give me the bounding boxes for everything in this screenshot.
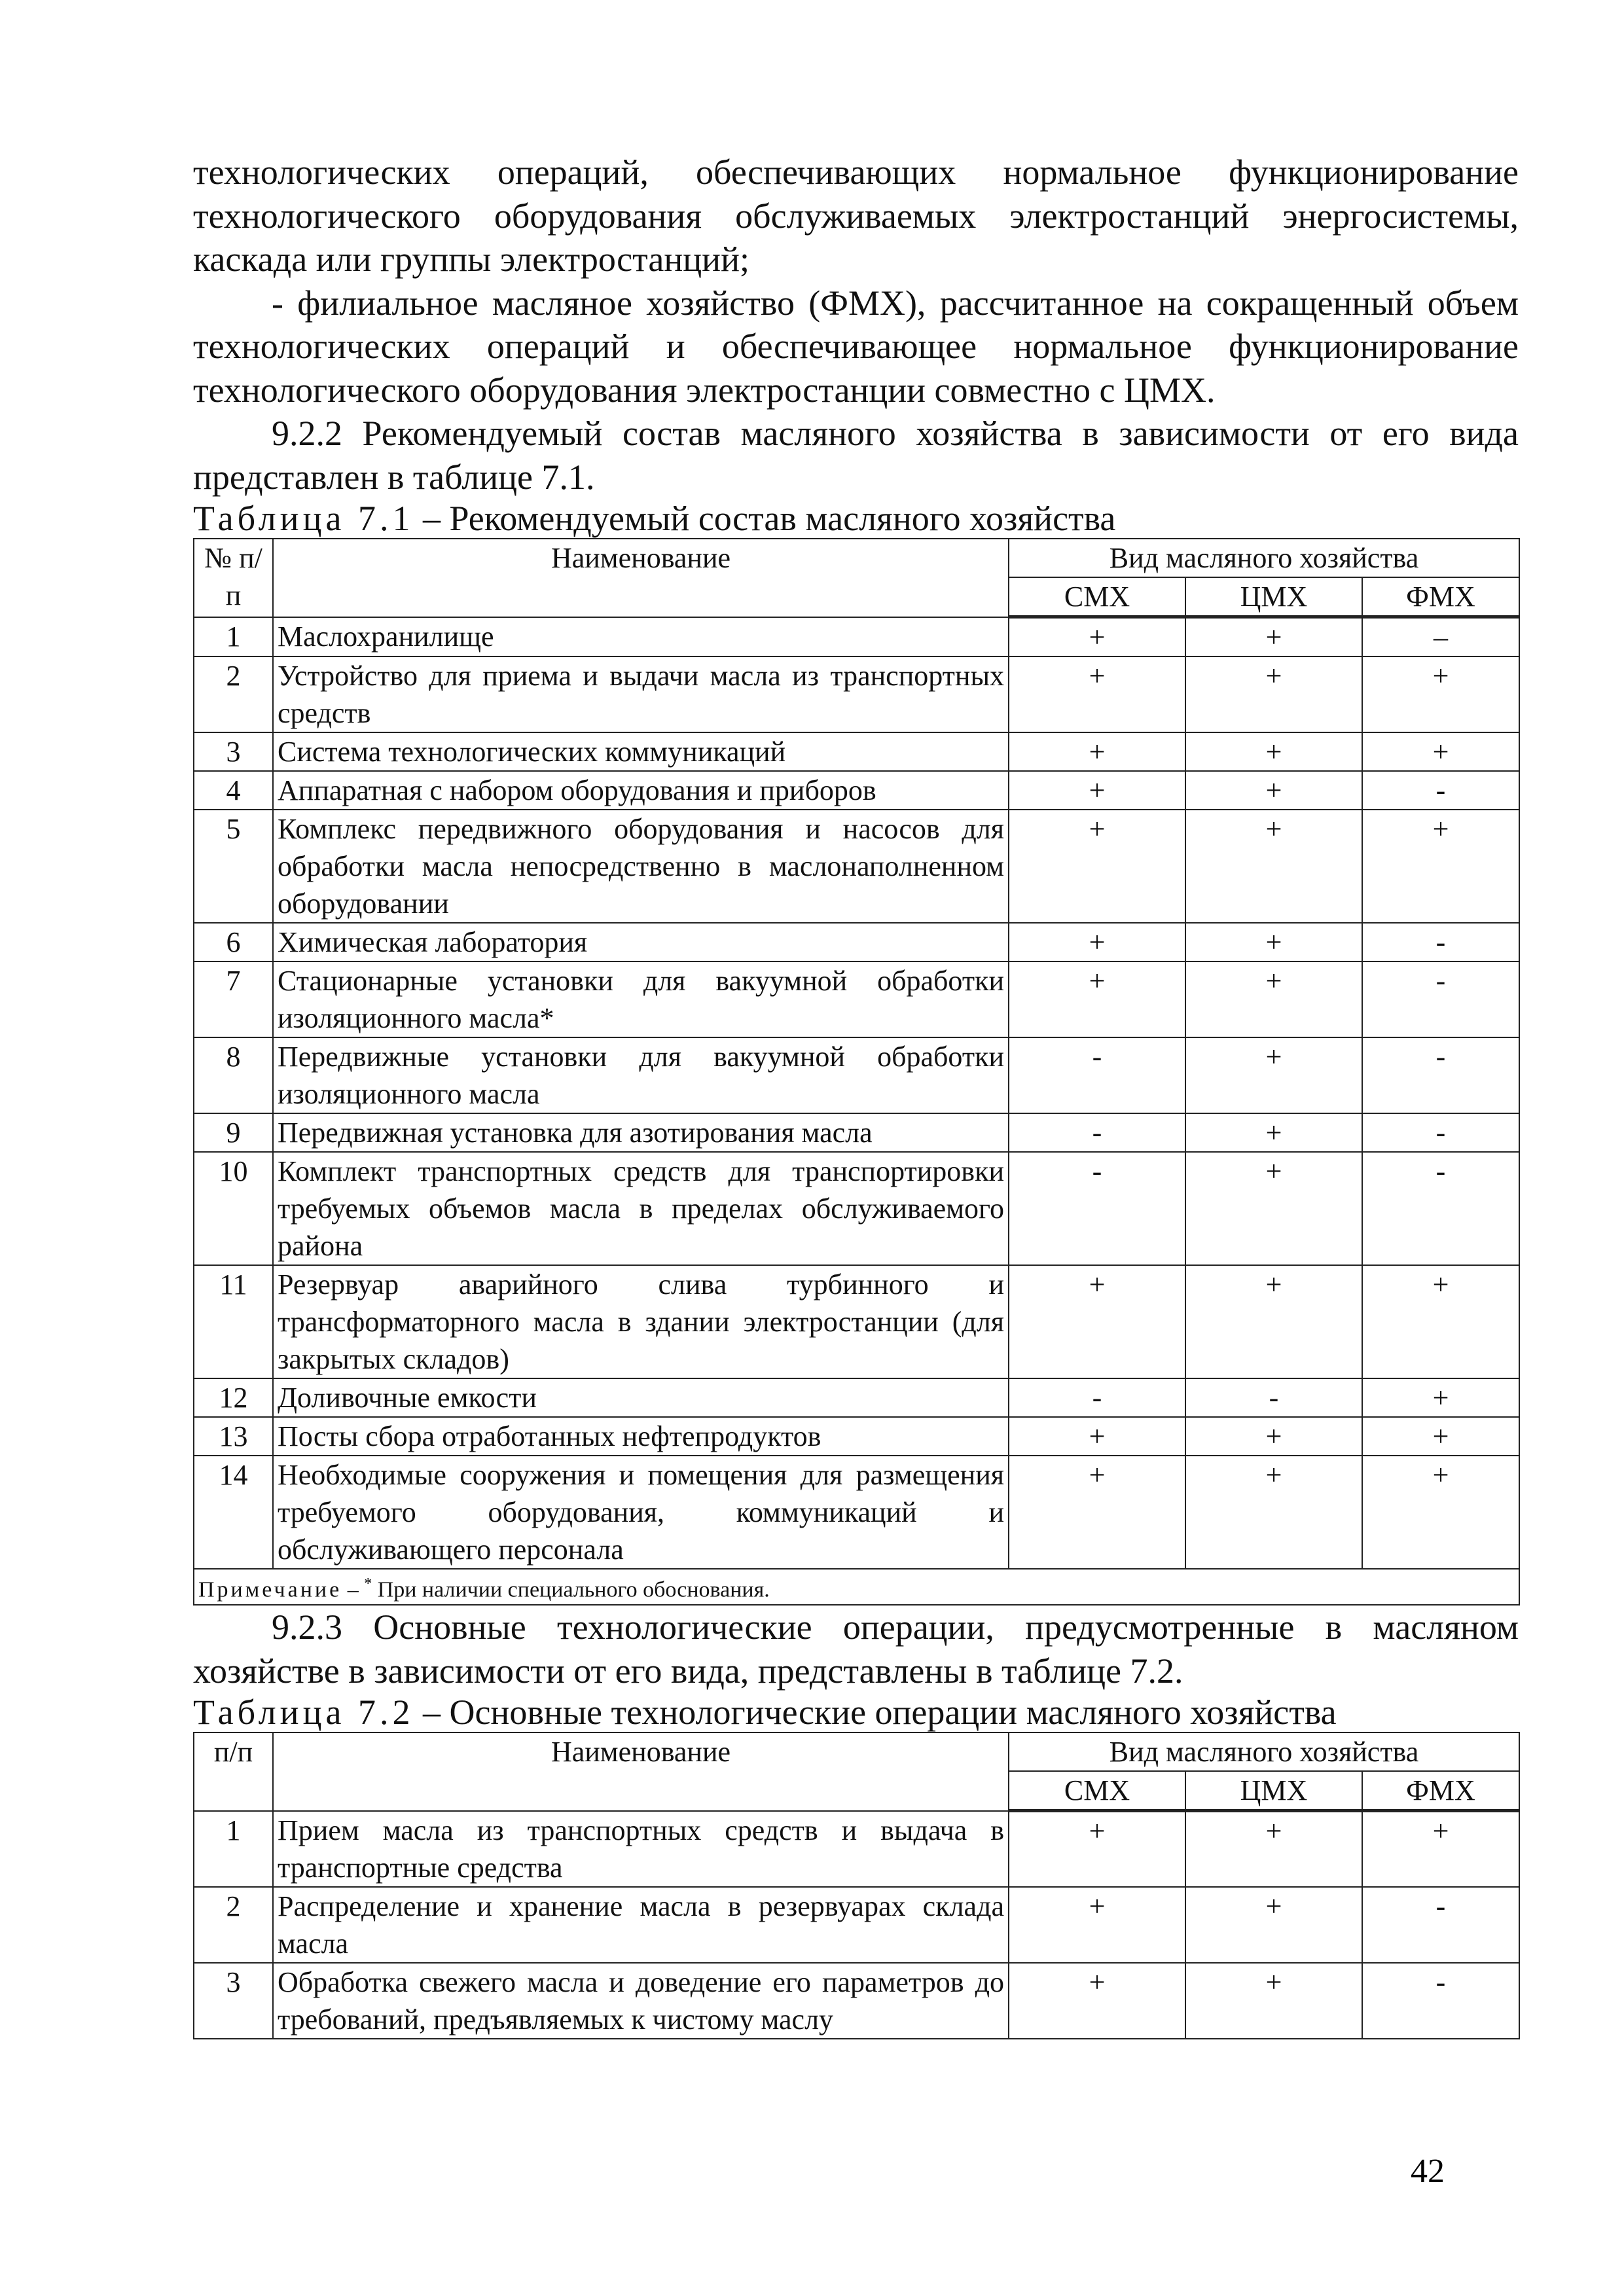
paragraph-continuation: технологических операций, обеспечивающих нормальное функционирование технологического оборудования обслуживаемых электростанций энергосистемы, каскада или группы электростанций; xyxy=(193,152,1519,279)
table-row xyxy=(194,656,1519,732)
row-value-cmx: + xyxy=(1185,1417,1362,1456)
table-7-1-note xyxy=(194,1569,1519,1605)
row-value-smx: + xyxy=(1009,923,1185,961)
row-name: Передвижная установка для азотирования масла xyxy=(273,1113,1009,1152)
row-value-smx: + xyxy=(1009,771,1185,810)
row-value-cmx: + xyxy=(1185,732,1362,771)
row-number: 1 xyxy=(194,1811,273,1887)
table-7-1-header-smx: СМХ xyxy=(1009,577,1185,617)
row-value-smx: - xyxy=(1009,1113,1185,1152)
row-number: 3 xyxy=(194,1963,273,2039)
row-number: 12 xyxy=(194,1378,273,1417)
page-number: 42 xyxy=(1411,2153,1445,2190)
row-value-cmx: + xyxy=(1185,617,1362,657)
row-value-fmx: - xyxy=(1362,1113,1519,1152)
row-name: Посты сбора отработанных нефтепродуктов xyxy=(273,1417,1009,1456)
table-row xyxy=(194,1417,1519,1456)
row-name: Химическая лаборатория xyxy=(273,923,1009,961)
table-7-2-header-group: Вид масляного хозяйства xyxy=(1009,1732,1519,1771)
table-7-2-header-smx: СМХ xyxy=(1009,1771,1185,1811)
row-value-cmx: + xyxy=(1185,1456,1362,1569)
row-value-smx: + xyxy=(1009,1811,1185,1887)
row-value-fmx: + xyxy=(1362,1378,1519,1417)
row-number: 13 xyxy=(194,1417,273,1456)
note-star: * xyxy=(364,1575,372,1592)
row-number: 10 xyxy=(194,1152,273,1265)
paragraph-9-2-2: 9.2.2 Рекомендуемый состав масляного хозяйства в зависимости от его вида представлен в таблице 7.1. xyxy=(193,414,1519,497)
row-value-fmx: – xyxy=(1362,617,1519,657)
table-row xyxy=(194,1037,1519,1113)
row-value-fmx: + xyxy=(1362,1811,1519,1887)
table-row xyxy=(194,923,1519,961)
row-name: Резервуар аварийного слива турбинного и трансформаторного масла в здании электростанции (для закрытых складов) xyxy=(273,1265,1009,1378)
row-value-smx: + xyxy=(1009,810,1185,923)
table-7-2-header-cmx: ЦМХ xyxy=(1185,1771,1362,1811)
row-name: Система технологических коммуникаций xyxy=(273,732,1009,771)
row-value-cmx: + xyxy=(1185,1037,1362,1113)
note-text: При наличии специального обоснования. xyxy=(377,1577,770,1602)
table-7-1 xyxy=(193,538,1520,1605)
table-7-1-caption xyxy=(193,499,1519,538)
row-value-smx: + xyxy=(1009,961,1185,1037)
row-value-smx: - xyxy=(1009,1152,1185,1265)
table-7-1-caption-label: Таблица 7.1 xyxy=(193,499,414,538)
row-value-cmx: + xyxy=(1185,1113,1362,1152)
row-value-cmx: + xyxy=(1185,771,1362,810)
row-value-smx: + xyxy=(1009,1265,1185,1378)
table-7-2-header-num: п/п xyxy=(194,1732,273,1811)
row-value-cmx: + xyxy=(1185,1887,1362,1963)
row-number: 3 xyxy=(194,732,273,771)
table-7-1-header-group: Вид масляного хозяйства xyxy=(1009,539,1519,577)
row-value-cmx: + xyxy=(1185,656,1362,732)
table-row xyxy=(194,1265,1519,1378)
row-number: 2 xyxy=(194,656,273,732)
row-name: Обработка свежего масла и доведение его параметров до требований, предъявляемых к чистому маслу xyxy=(273,1963,1009,2039)
note-label: Примечание xyxy=(198,1577,342,1602)
row-value-smx: + xyxy=(1009,1963,1185,2039)
table-7-2-header-fmx: ФМХ xyxy=(1362,1771,1519,1811)
table-7-1-header-num: № п/п xyxy=(194,539,273,617)
table-row xyxy=(194,1378,1519,1417)
table-row xyxy=(194,810,1519,923)
row-value-cmx: + xyxy=(1185,1963,1362,2039)
row-number: 1 xyxy=(194,617,273,657)
row-value-cmx: + xyxy=(1185,961,1362,1037)
table-7-1-header-name: Наименование xyxy=(273,539,1009,617)
row-name: Стационарные установки для вакуумной обработки изоляционного масла* xyxy=(273,961,1009,1037)
row-name: Прием масла из транспортных средств и выдача в транспортные средства xyxy=(273,1811,1009,1887)
row-value-fmx: + xyxy=(1362,732,1519,771)
row-value-fmx: - xyxy=(1362,1887,1519,1963)
row-value-fmx: - xyxy=(1362,1152,1519,1265)
note-dash: – xyxy=(347,1577,359,1602)
row-value-smx: + xyxy=(1009,732,1185,771)
row-value-smx: - xyxy=(1009,1037,1185,1113)
table-row xyxy=(194,1113,1519,1152)
paragraph-9-2-3: 9.2.3 Основные технологические операции, предусмотренные в масляном хозяйстве в зависимости от его вида, представлены в таблице 7.2. xyxy=(193,1607,1519,1691)
row-value-fmx: - xyxy=(1362,771,1519,810)
table-row xyxy=(194,732,1519,771)
row-value-cmx: + xyxy=(1185,1152,1362,1265)
row-name: Необходимые сооружения и помещения для размещения требуемого оборудования, коммуникаций и обслуживающего персонала xyxy=(273,1456,1009,1569)
row-value-smx: + xyxy=(1009,656,1185,732)
document-page xyxy=(193,151,1519,2039)
table-7-2-caption-label: Таблица 7.2 xyxy=(193,1693,414,1732)
row-name: Комплекс передвижного оборудования и насосов для обработки масла непосредственно в маслонаполненном оборудовании xyxy=(273,810,1009,923)
row-number: 5 xyxy=(194,810,273,923)
row-value-fmx: - xyxy=(1362,1963,1519,2039)
row-value-fmx: + xyxy=(1362,1265,1519,1378)
row-number: 7 xyxy=(194,961,273,1037)
table-row xyxy=(194,1811,1519,1887)
row-name: Комплект транспортных средств для транспортировки требуемых объемов масла в пределах обслуживаемого района xyxy=(273,1152,1009,1265)
row-number: 2 xyxy=(194,1887,273,1963)
row-number: 14 xyxy=(194,1456,273,1569)
row-value-fmx: - xyxy=(1362,961,1519,1037)
row-value-fmx: + xyxy=(1362,1456,1519,1569)
table-7-2-caption xyxy=(193,1693,1519,1732)
table-7-2-caption-text: – Основные технологические операции масляного хозяйства xyxy=(422,1693,1337,1732)
row-name: Доливочные емкости xyxy=(273,1378,1009,1417)
row-value-cmx: - xyxy=(1185,1378,1362,1417)
table-row xyxy=(194,1887,1519,1963)
table-row xyxy=(194,617,1519,657)
row-value-smx: + xyxy=(1009,617,1185,657)
row-value-smx: + xyxy=(1009,1887,1185,1963)
paragraph-fmx: - филиальное масляное хозяйство (ФМХ), рассчитанное на сокращенный объем технологических операций и обеспечивающее нормальное функционирование технологического оборудования электростанции совместно с ЦМХ. xyxy=(193,283,1519,410)
row-value-fmx: + xyxy=(1362,1417,1519,1456)
row-value-fmx: + xyxy=(1362,810,1519,923)
table-row xyxy=(194,771,1519,810)
row-value-cmx: + xyxy=(1185,1265,1362,1378)
row-name: Распределение и хранение масла в резервуарах склада масла xyxy=(273,1887,1009,1963)
row-number: 8 xyxy=(194,1037,273,1113)
row-name: Маслохранилище xyxy=(273,617,1009,657)
row-value-smx: - xyxy=(1009,1378,1185,1417)
row-value-fmx: - xyxy=(1362,1037,1519,1113)
table-7-2 xyxy=(193,1732,1520,2039)
table-7-1-caption-text: – Рекомендуемый состав масляного хозяйства xyxy=(422,499,1116,538)
row-value-smx: + xyxy=(1009,1456,1185,1569)
row-value-cmx: + xyxy=(1185,810,1362,923)
row-value-smx: + xyxy=(1009,1417,1185,1456)
row-number: 4 xyxy=(194,771,273,810)
table-7-1-header-fmx: ФМХ xyxy=(1362,577,1519,617)
row-value-fmx: - xyxy=(1362,923,1519,961)
row-number: 11 xyxy=(194,1265,273,1378)
row-value-fmx: + xyxy=(1362,656,1519,732)
row-name: Передвижные установки для вакуумной обработки изоляционного масла xyxy=(273,1037,1009,1113)
table-row xyxy=(194,961,1519,1037)
row-value-cmx: + xyxy=(1185,923,1362,961)
row-number: 6 xyxy=(194,923,273,961)
table-row xyxy=(194,1456,1519,1569)
row-number: 9 xyxy=(194,1113,273,1152)
row-name: Аппаратная с набором оборудования и приборов xyxy=(273,771,1009,810)
row-name: Устройство для приема и выдачи масла из транспортных средств xyxy=(273,656,1009,732)
table-row xyxy=(194,1152,1519,1265)
table-7-2-header-name: Наименование xyxy=(273,1732,1009,1811)
table-row xyxy=(194,1963,1519,2039)
table-7-1-header-cmx: ЦМХ xyxy=(1185,577,1362,617)
row-value-cmx: + xyxy=(1185,1811,1362,1887)
